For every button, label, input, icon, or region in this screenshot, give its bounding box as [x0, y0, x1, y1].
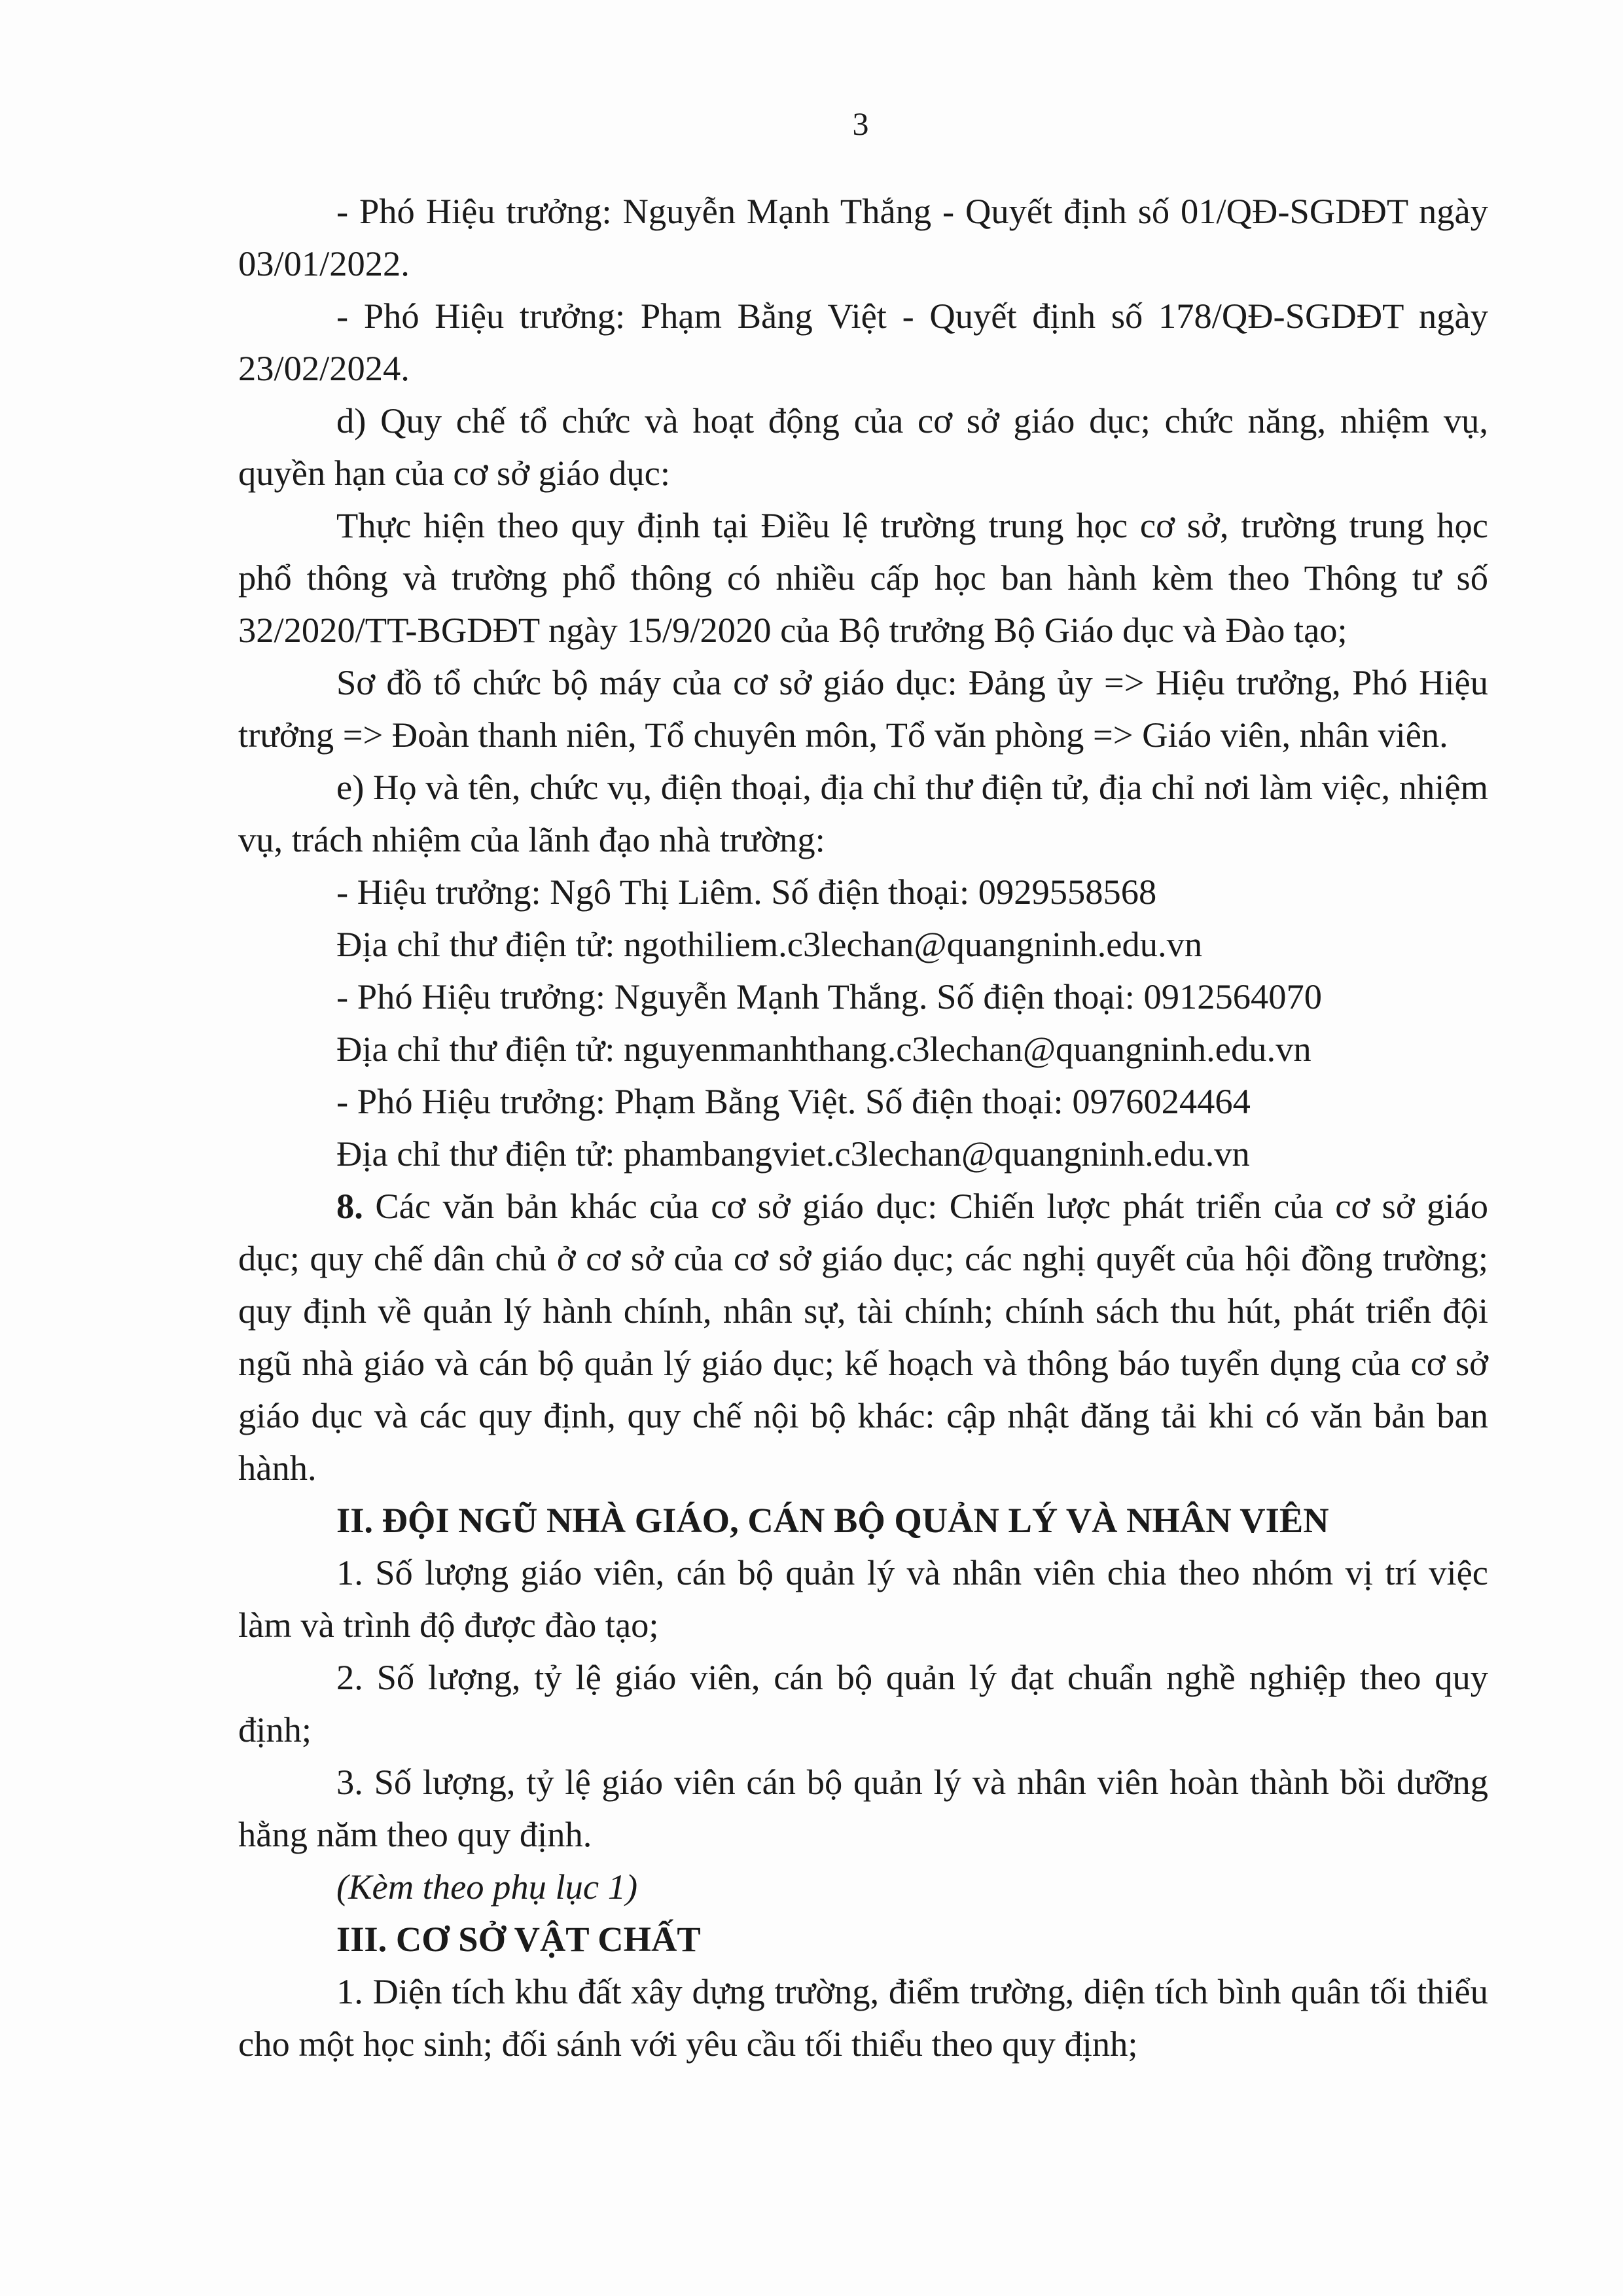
paragraph-vice-principal-2-decision: - Phó Hiệu trưởng: Phạm Bằng Việt - Quyết định số 178/QĐ-SGDĐT ngày 23/02/2024. [238, 296, 1488, 388]
item-number-8: 8. [336, 1186, 363, 1226]
paragraph-org-chart: Sơ đồ tổ chức bộ máy của cơ sở giáo dục: Đảng ủy => Hiệu trưởng, Phó Hiệu trưởng => Đoàn thanh niên, Tổ chuyên môn, Tổ văn phòng => Giáo viên, nhân viên. [238, 662, 1488, 755]
other-documents-text: Các văn bản khác của cơ sở giáo dục: Chiến lược phát triển của cơ sở giáo dục; quy chế dân chủ ở cơ sở của cơ sở giáo dục; các nghị quyết của hội đồng trường; quy định về quản lý hành chính, nhân sự, tài chính; chính sách thu hút, phát triển đội ngũ nhà giáo và cán bộ quản lý giáo dục; kế hoạch và thông báo tuyển dụng của cơ sở giáo dục và các quy định, quy chế nội bộ khác: cập nhật đăng tải khi có văn bản ban hành. [238, 1186, 1488, 1488]
paragraph-principal-email: Địa chỉ thư điện tử: ngothiliem.c3lechan@quangninh.edu.vn [336, 924, 1203, 964]
paragraph-vice-principal-2-phone: - Phó Hiệu trưởng: Phạm Bằng Việt. Số điện thoại: 0976024464 [336, 1081, 1251, 1121]
paragraph-staff-training: 3. Số lượng, tỷ lệ giáo viên cán bộ quản lý và nhân viên hoàn thành bồi dưỡng hằng năm theo quy định. [238, 1762, 1488, 1854]
paragraph-vice-principal-1-phone: - Phó Hiệu trưởng: Nguyễn Mạnh Thắng. Số điện thoại: 0912564070 [336, 977, 1323, 1016]
paragraph-other-documents [238, 1180, 1488, 1494]
page-number: 3 [852, 105, 869, 142]
paragraph-vice-principal-1-decision: - Phó Hiệu trưởng: Nguyễn Mạnh Thắng - Quyết định số 01/QĐ-SGDĐT ngày 03/01/2022. [238, 191, 1488, 283]
paragraph-principal-phone: - Hiệu trưởng: Ngô Thị Liêm. Số điện thoại: 0929558568 [336, 872, 1157, 912]
paragraph-section-d: d) Quy chế tổ chức và hoạt động của cơ sở giáo dục; chức năng, nhiệm vụ, quyền hạn của cơ sở giáo dục: [238, 401, 1488, 493]
document-body [238, 185, 1488, 2070]
paragraph-section-e: e) Họ và tên, chức vụ, điện thoại, địa chỉ thư điện tử, địa chỉ nơi làm việc, nhiệm vụ, trách nhiệm của lãnh đạo nhà trường: [238, 767, 1488, 859]
paragraph-vice-principal-2-email: Địa chỉ thư điện tử: phambangviet.c3lechan@quangninh.edu.vn [336, 1134, 1250, 1174]
paragraph-land-area: 1. Diện tích khu đất xây dựng trường, điểm trường, diện tích bình quân tối thiểu cho một học sinh; đối sánh với yêu cầu tối thiểu theo quy định; [238, 1971, 1488, 2064]
paragraph-appendix-note: (Kèm theo phụ lục 1) [336, 1867, 638, 1907]
heading-section-iii: III. CƠ SỞ VẬT CHẤT [336, 1919, 701, 1959]
paragraph-staff-standard: 2. Số lượng, tỷ lệ giáo viên, cán bộ quản lý đạt chuẩn nghề nghiệp theo quy định; [238, 1657, 1488, 1749]
paragraph-vice-principal-1-email: Địa chỉ thư điện tử: nguyenmanhthang.c3lechan@quangninh.edu.vn [336, 1029, 1311, 1069]
paragraph-regulation: Thực hiện theo quy định tại Điều lệ trường trung học cơ sở, trường trung học phổ thông và trường phổ thông có nhiều cấp học ban hành kèm theo Thông tư số 32/2020/TT-BGDĐT ngày 15/9/2020 của Bộ trưởng Bộ Giáo dục và Đào tạo; [238, 505, 1488, 650]
paragraph-staff-count: 1. Số lượng giáo viên, cán bộ quản lý và nhân viên chia theo nhóm vị trí việc làm và trình độ được đào tạo; [238, 1552, 1488, 1645]
heading-section-ii: II. ĐỘI NGŨ NHÀ GIÁO, CÁN BỘ QUẢN LÝ VÀ NHÂN VIÊN [336, 1500, 1329, 1540]
